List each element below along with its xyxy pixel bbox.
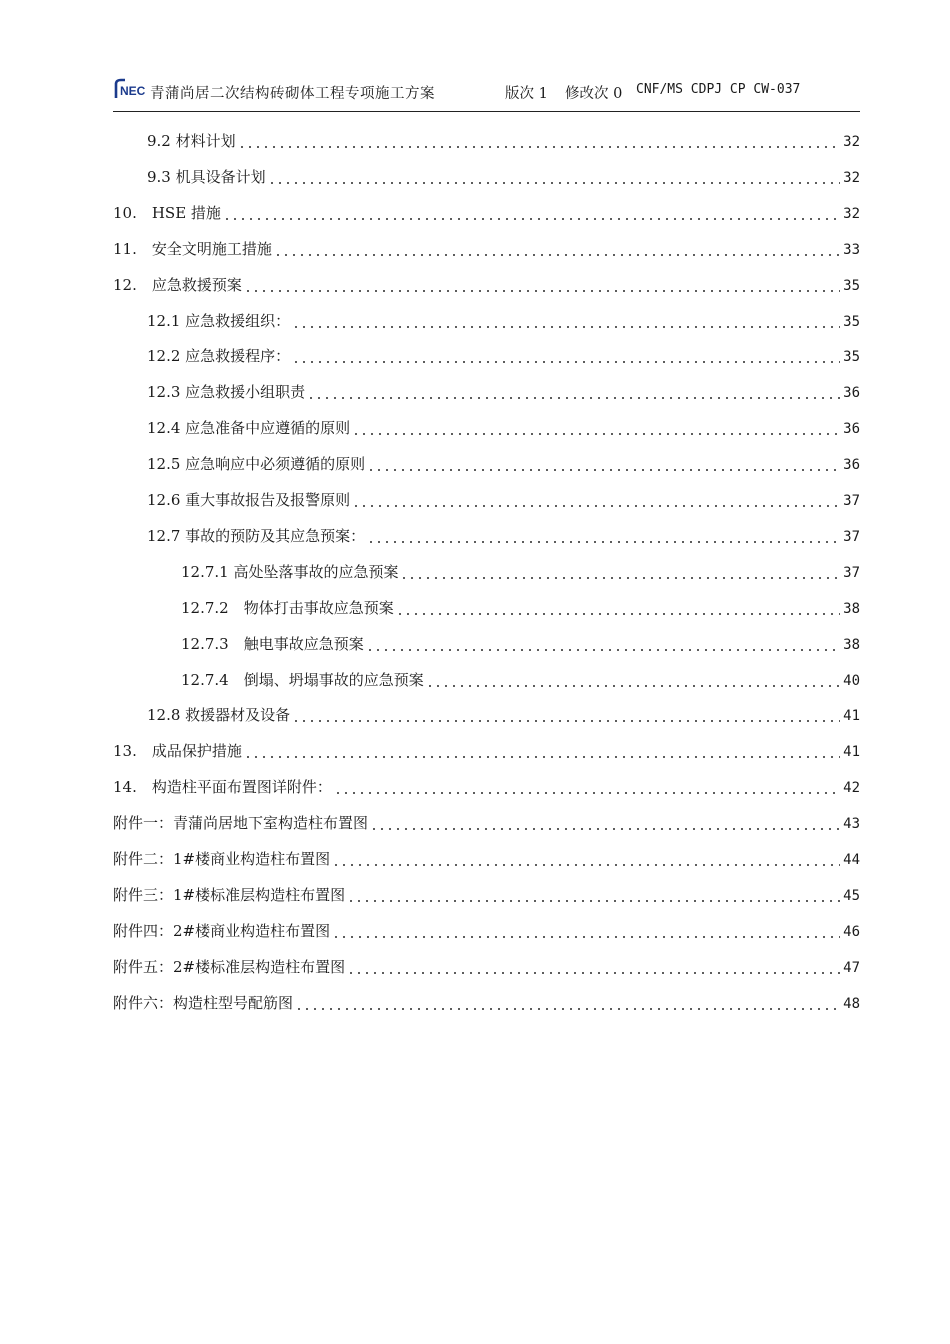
toc-entry[interactable] bbox=[147, 377, 860, 401]
dot-leader bbox=[352, 415, 840, 435]
toc-entry[interactable] bbox=[181, 557, 860, 581]
dot-leader bbox=[347, 882, 840, 902]
toc-page-number: 48 bbox=[843, 995, 860, 1012]
dot-leader bbox=[223, 200, 840, 220]
toc-entry[interactable] bbox=[113, 270, 860, 294]
toc-page-number: 37 bbox=[843, 493, 860, 509]
toc-entry[interactable] bbox=[113, 880, 860, 904]
toc-page-number: 42 bbox=[843, 780, 860, 797]
toc-entry[interactable] bbox=[147, 126, 860, 150]
toc-entry-title: 附件三：1#楼标准层构造柱布置图 bbox=[113, 885, 346, 904]
dot-leader bbox=[307, 379, 840, 399]
toc-page-number: 37 bbox=[843, 528, 860, 545]
dot-leader bbox=[292, 343, 840, 363]
toc-entry[interactable] bbox=[181, 665, 860, 689]
toc-entry[interactable] bbox=[147, 306, 860, 330]
toc-entry[interactable] bbox=[147, 449, 860, 473]
toc-entry-title: 12.7.2 物体打击事故应急预案 bbox=[181, 598, 394, 617]
dot-leader bbox=[366, 631, 840, 651]
toc-page-number: 45 bbox=[843, 887, 860, 904]
dot-leader bbox=[295, 990, 840, 1010]
toc-page-number: 32 bbox=[843, 134, 860, 150]
toc-entry-title: 附件四：2#楼商业构造柱布置图 bbox=[113, 921, 331, 940]
document-title: 青蒲尚居二次结构砖砌体工程专项施工方案 bbox=[150, 86, 435, 102]
toc-page-number: 35 bbox=[843, 349, 860, 366]
dot-leader bbox=[334, 774, 840, 794]
dot-leader bbox=[238, 128, 841, 148]
toc-page-number: 36 bbox=[843, 385, 860, 402]
toc-entry[interactable] bbox=[113, 808, 860, 832]
dot-leader bbox=[396, 595, 840, 615]
toc-entry-title: 12. 应急救援预案 bbox=[113, 275, 242, 294]
toc-entry-title: 14. 构造柱平面布置图详附件： bbox=[113, 778, 332, 797]
toc-entry-title: 12.4 应急准备中应遵循的原则 bbox=[147, 419, 351, 438]
toc-entry[interactable] bbox=[147, 341, 860, 365]
dot-leader bbox=[332, 846, 840, 866]
toc-entry[interactable] bbox=[113, 844, 860, 868]
toc-page-number: 33 bbox=[843, 241, 860, 258]
toc-page-number: 37 bbox=[843, 564, 860, 581]
toc-page-number: 32 bbox=[843, 169, 860, 186]
version-label: 版次 1 bbox=[505, 86, 548, 102]
toc-entry[interactable] bbox=[147, 521, 860, 545]
toc-entry[interactable] bbox=[113, 952, 860, 976]
toc-entry-title: 12.8 救援器材及设备 bbox=[147, 706, 291, 725]
toc-entry[interactable] bbox=[113, 988, 860, 1012]
toc-page-number: 35 bbox=[843, 313, 860, 330]
toc-page-number: 40 bbox=[843, 672, 860, 689]
toc-entry-title: 附件六：构造柱型号配筋图 bbox=[113, 993, 294, 1012]
toc-page-number: 36 bbox=[843, 421, 860, 438]
toc-entry-title: 12.1 应急救援组织： bbox=[147, 311, 291, 330]
dot-leader bbox=[244, 738, 840, 758]
toc-entry-title: 12.7.4 倒塌、坍塌事故的应急预案 bbox=[181, 670, 424, 689]
toc-entry[interactable] bbox=[147, 700, 860, 724]
toc-entry-title: 附件五：2#楼标准层构造柱布置图 bbox=[113, 957, 346, 976]
toc-entry-title: 12.3 应急救援小组职责 bbox=[147, 383, 306, 402]
toc-entry[interactable] bbox=[113, 198, 860, 222]
toc-page-number: 41 bbox=[843, 744, 860, 761]
toc-page-number: 38 bbox=[843, 636, 860, 653]
toc-entry[interactable] bbox=[181, 629, 860, 653]
toc-entry[interactable] bbox=[181, 593, 860, 617]
toc-entry-title: 12.5 应急响应中必须遵循的原则 bbox=[147, 455, 366, 474]
dot-leader bbox=[370, 810, 840, 830]
toc-page-number: 44 bbox=[843, 852, 860, 868]
dot-leader bbox=[400, 559, 840, 579]
toc-entry-title: 10. HSE 措施 bbox=[113, 203, 221, 222]
toc-entry[interactable] bbox=[113, 916, 860, 940]
toc-page-number: 32 bbox=[843, 205, 860, 222]
header-divider bbox=[113, 111, 860, 112]
dot-leader bbox=[367, 523, 840, 543]
toc-entry-title: 13. 成品保护措施 bbox=[113, 742, 242, 761]
dot-leader bbox=[347, 954, 840, 974]
toc-page-number: 36 bbox=[843, 457, 860, 474]
toc-entry-title: 11. 安全文明施工措施 bbox=[113, 239, 272, 258]
toc-page-number: 35 bbox=[843, 277, 860, 294]
nec-logo bbox=[113, 78, 147, 100]
toc-page-number: 46 bbox=[843, 923, 860, 940]
toc-page-number: 41 bbox=[843, 708, 860, 725]
toc-entry-title: 12.7 事故的预防及其应急预案： bbox=[147, 526, 366, 545]
toc-entry[interactable] bbox=[113, 234, 860, 258]
dot-leader bbox=[244, 272, 840, 292]
toc-entry-title: 12.6 重大事故报告及报警原则 bbox=[147, 491, 351, 509]
dot-leader bbox=[274, 236, 840, 256]
page-header bbox=[113, 76, 860, 108]
toc-entry-title: 12.7.1 高处坠落事故的应急预案 bbox=[181, 562, 399, 581]
dot-leader bbox=[367, 451, 840, 471]
document-code: CNF/MS CDPJ CP CW-037 bbox=[636, 82, 801, 97]
dot-leader bbox=[292, 702, 840, 722]
toc-entry[interactable] bbox=[147, 413, 860, 437]
toc-entry-title: 附件一：青蒲尚居地下室构造柱布置图 bbox=[113, 814, 369, 833]
dot-leader bbox=[426, 667, 840, 687]
revision-label: 修改次 0 bbox=[565, 86, 623, 102]
toc-entry-title: 12.2 应急救援程序： bbox=[147, 347, 291, 366]
toc-entry[interactable] bbox=[147, 485, 860, 509]
toc-entry-title: 附件二：1#楼商业构造柱布置图 bbox=[113, 850, 331, 868]
toc-entry-title: 12.7.3 触电事故应急预案 bbox=[181, 634, 364, 653]
dot-leader bbox=[332, 918, 840, 938]
toc-entry[interactable] bbox=[113, 736, 860, 760]
dot-leader bbox=[352, 487, 840, 507]
toc-entry[interactable] bbox=[147, 162, 860, 186]
logo-text: NEC bbox=[120, 84, 146, 98]
toc-entry-title: 9.3 机具设备计划 bbox=[147, 167, 266, 186]
toc-page-number: 47 bbox=[843, 959, 860, 976]
toc-entry[interactable] bbox=[113, 772, 860, 796]
dot-leader bbox=[292, 308, 840, 328]
dot-leader bbox=[268, 164, 841, 184]
toc-entry-title: 9.2 材料计划 bbox=[147, 132, 236, 150]
toc-page-number: 38 bbox=[843, 600, 860, 617]
toc-page-number: 43 bbox=[843, 816, 860, 833]
